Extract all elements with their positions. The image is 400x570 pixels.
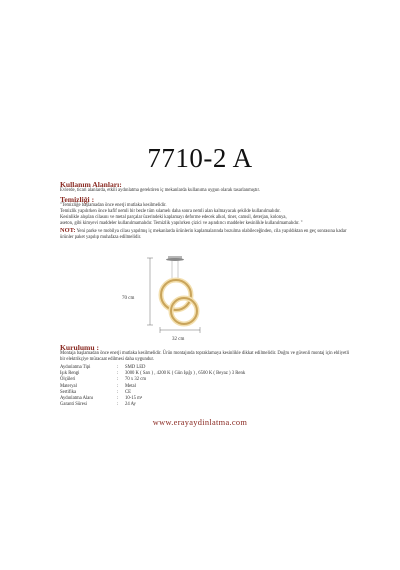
note-text: Yeni parke ve mobilya cilası yapılmış iç mekanlarda ürünlerin kaplamalarında bozulma olabileceğinden, cila yapıldıktan en geç sonrasına kadar ürünler paket yapılıp muhafaza edilmelidir. — [60, 228, 347, 240]
spec-colon: : — [117, 365, 119, 370]
spec-colon: : — [117, 402, 119, 408]
spec-value: CE — [125, 389, 131, 395]
upper-ring — [161, 280, 191, 310]
spec-value: 24 Ay — [125, 402, 136, 408]
width-label: 32 cm — [172, 337, 185, 342]
usage-heading: Kullanım Alanları: — [60, 180, 122, 189]
note-label: NOT: — [60, 226, 76, 234]
spec-table — [60, 365, 245, 408]
spec-key: Aydınlatma Alanı — [60, 396, 94, 402]
spec-value: 10-15 m² — [125, 396, 143, 402]
spec-value: 70 x 32 cm — [125, 377, 146, 383]
installation-heading: Kurulumu : — [60, 343, 100, 352]
spec-key: Ölçüleri — [60, 377, 76, 383]
spec-colon: : — [117, 396, 119, 402]
cleaning-line: aseton, gibi kimyevi maddeler kullanılmamalıdır. Temizlik yapılırken çizici ve aşındırıcı maddeler kesinlikle kullanılmamalıdır. " — [60, 220, 303, 226]
spec-colon: : — [117, 389, 119, 395]
website-link[interactable]: www.erayaydinlatma.com — [152, 418, 248, 427]
spec-colon: : — [117, 383, 119, 389]
spec-colon: : — [117, 377, 119, 383]
cleaning-heading: Temizliği : — [60, 195, 95, 204]
spec-value: Metal — [125, 383, 136, 389]
spec-value: 3000 K ( Sarı ) , 4200 K ( Gün Işığı ) , 6500 K ( Beyaz ) 3 Renk — [125, 371, 246, 377]
canopy-base — [166, 258, 184, 261]
spec-row — [60, 402, 245, 408]
spec-key: Garanti Süresi — [60, 402, 87, 408]
cleaning-line: Temizlik yapılırken önce hafif nemli bir bezle tüm sılamelı daha sonra nemli alan kalmayacak şekilde kullanılmalıdır. — [60, 208, 281, 214]
installation-text: Montaja başlamadan önce enerji mutlaka kesilmelidir. Ürün montajında topraklamaya kesinlikle dikkat edilmelidir. Doğru ve güvenli montaj için ehliyetli bir elektrikçiye müracaat edilmesi daha uygundur. — [60, 351, 350, 362]
spec-key: Işık Rengi — [60, 371, 80, 377]
spec-key: Materyal — [60, 383, 77, 389]
height-label: 70 cm — [122, 296, 135, 301]
spec-key: Sertifika — [60, 389, 77, 395]
cleaning-line: Kesinlikle alışılan cilasını ve metal parçalar üzerindeki kaplamayı deforme edecek alkol, tiner, camsil, deterjan, kolonya, — [60, 214, 287, 220]
usage-text: Evlerde, ticari alanlarda, etkili aydınlatma gerektiren iç mekanlarda kullanıma uygun olarak tasarlanmıştır. — [60, 188, 260, 193]
spec-colon: : — [117, 371, 119, 377]
product-code-title: 7710-2 A — [147, 143, 253, 173]
spec-value: SMD LED — [125, 365, 146, 370]
spec-key: Aydınlatma Tipi — [60, 365, 91, 370]
cleaning-line: "Temizliğe başlamadan önce enerji mutlaka kesilmelidir. — [60, 203, 167, 208]
